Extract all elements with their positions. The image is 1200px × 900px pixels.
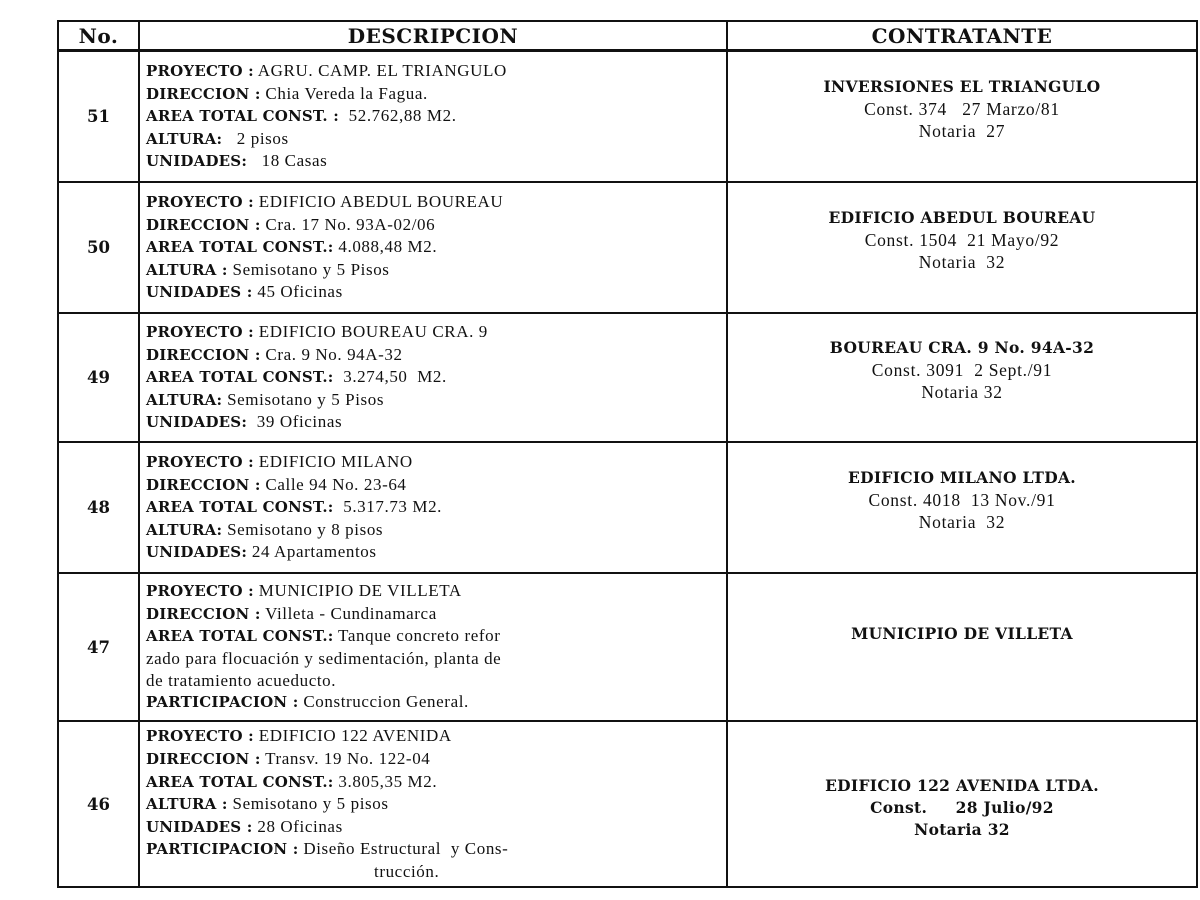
desc-altura: ALTURA : Semisotano y 5 pisos bbox=[146, 794, 389, 814]
desc-unidades: UNIDADES: 24 Apartamentos bbox=[146, 542, 377, 562]
table-row bbox=[58, 313, 1197, 442]
desc-direccion: DIRECCION : Villeta - Cundinamarca bbox=[146, 603, 437, 623]
contratante-cell bbox=[727, 442, 1197, 573]
contratante-name: BOUREAU CRA. 9 No. 94A-32 bbox=[829, 337, 1095, 357]
desc-proyecto: PROYECTO : EDIFICIO MILANO bbox=[146, 452, 413, 472]
desc-unidades: UNIDADES: 18 Casas bbox=[146, 151, 328, 171]
desc-area: AREA TOTAL CONST.: 5.317.73 M2. bbox=[146, 497, 443, 517]
contratante-const: Const. 1504 21 Mayo/92 bbox=[864, 229, 1060, 250]
table-row bbox=[58, 182, 1197, 313]
contratante-name: EDIFICIO ABEDUL BOUREAU bbox=[828, 207, 1096, 227]
row-number: 50 bbox=[58, 182, 139, 313]
contratante-notaria: Notaria 32 bbox=[918, 251, 1006, 272]
desc-participacion: PARTICIPACION : Diseño Estructural y Cons- bbox=[146, 839, 509, 859]
desc-area: AREA TOTAL CONST.: 3.805,35 M2. bbox=[146, 771, 438, 791]
contratante-cell bbox=[727, 721, 1197, 887]
row-number: 48 bbox=[58, 442, 139, 573]
desc-unidades: UNIDADES : 28 Oficinas bbox=[146, 816, 343, 836]
contratante-notaria: Notaria 32 bbox=[921, 381, 1003, 402]
desc-proyecto: PROYECTO : EDIFICIO ABEDUL BOUREAU bbox=[146, 192, 504, 212]
table-row bbox=[58, 442, 1197, 573]
contratante-const: Const. 3091 2 Sept./91 bbox=[871, 359, 1053, 380]
contratante-cell bbox=[727, 573, 1197, 721]
contratante-const: Const. 4018 13 Nov./91 bbox=[868, 489, 1056, 510]
description-cell bbox=[139, 442, 727, 573]
desc-unidades: UNIDADES: 39 Oficinas bbox=[146, 412, 343, 432]
desc-area: AREA TOTAL CONST.: 4.088,48 M2. bbox=[146, 237, 438, 257]
description-cell bbox=[139, 313, 727, 442]
desc-proyecto: PROYECTO : AGRU. CAMP. EL TRIANGULO bbox=[146, 61, 507, 81]
table-row bbox=[58, 51, 1197, 183]
row-number: 51 bbox=[58, 51, 139, 183]
desc-direccion: DIRECCION : Cra. 9 No. 94A-32 bbox=[146, 344, 403, 364]
contratante-notaria: Notaria 32 bbox=[918, 511, 1006, 532]
desc-participacion-continued: trucción. bbox=[374, 861, 440, 881]
header-contratante: CONTRATANTE bbox=[727, 21, 1197, 51]
contratante-name: EDIFICIO MILANO LTDA. bbox=[848, 467, 1076, 487]
table-row bbox=[58, 573, 1197, 721]
desc-participacion: PARTICIPACION : Construccion General. bbox=[146, 692, 469, 712]
desc-area: AREA TOTAL CONST. : 52.762,88 M2. bbox=[146, 106, 457, 126]
desc-altura: ALTURA: 2 pisos bbox=[146, 128, 289, 148]
desc-altura: ALTURA : Semisotano y 5 Pisos bbox=[146, 259, 390, 279]
contratante-name: MUNICIPIO DE VILLETA bbox=[851, 624, 1073, 643]
desc-area-continued: zado para flocuación y sedimentación, planta de bbox=[146, 649, 502, 668]
contratante-notaria: Notaria 32 bbox=[914, 820, 1010, 839]
contratante-cell bbox=[727, 313, 1197, 442]
contratante-name: INVERSIONES EL TRIANGULO bbox=[823, 76, 1101, 96]
projects-table bbox=[57, 20, 1198, 888]
contratante-cell bbox=[727, 182, 1197, 313]
description-cell bbox=[139, 182, 727, 313]
desc-unidades: UNIDADES : 45 Oficinas bbox=[146, 282, 343, 302]
row-number: 46 bbox=[58, 721, 139, 887]
contratante-notaria: Notaria 27 bbox=[918, 120, 1006, 141]
desc-proyecto: PROYECTO : EDIFICIO BOUREAU CRA. 9 bbox=[146, 322, 488, 342]
row-number: 49 bbox=[58, 313, 139, 442]
desc-area-continued: de tratamiento acueducto. bbox=[146, 670, 337, 690]
description-cell bbox=[139, 721, 727, 887]
description-cell bbox=[139, 51, 727, 183]
contratante-cell bbox=[727, 51, 1197, 183]
table-row bbox=[58, 721, 1197, 887]
desc-direccion: DIRECCION : Chia Vereda la Fagua. bbox=[146, 83, 428, 103]
contratante-const: Const. 28 Julio/92 bbox=[870, 798, 1054, 817]
table-header bbox=[58, 21, 1197, 51]
desc-proyecto: PROYECTO : EDIFICIO 122 AVENIDA bbox=[146, 726, 452, 746]
header-descripcion: DESCRIPCION bbox=[139, 21, 727, 51]
desc-altura: ALTURA: Semisotano y 8 pisos bbox=[146, 519, 384, 539]
desc-direccion: DIRECCION : Transv. 19 No. 122-04 bbox=[146, 749, 431, 769]
contratante-name: EDIFICIO 122 AVENIDA LTDA. bbox=[825, 776, 1099, 795]
desc-direccion: DIRECCION : Cra. 17 No. 93A-02/06 bbox=[146, 214, 436, 234]
description-cell bbox=[139, 573, 727, 721]
desc-area: AREA TOTAL CONST.: Tanque concreto refor bbox=[146, 626, 501, 646]
desc-area: AREA TOTAL CONST.: 3.274,50 M2. bbox=[146, 367, 447, 387]
contratante-const: Const. 374 27 Marzo/81 bbox=[864, 98, 1060, 119]
desc-proyecto: PROYECTO : MUNICIPIO DE VILLETA bbox=[146, 581, 462, 601]
header-no: No. bbox=[58, 21, 139, 51]
row-number: 47 bbox=[58, 573, 139, 721]
desc-direccion: DIRECCION : Calle 94 No. 23-64 bbox=[146, 474, 407, 494]
desc-altura: ALTURA: Semisotano y 5 Pisos bbox=[146, 389, 385, 409]
